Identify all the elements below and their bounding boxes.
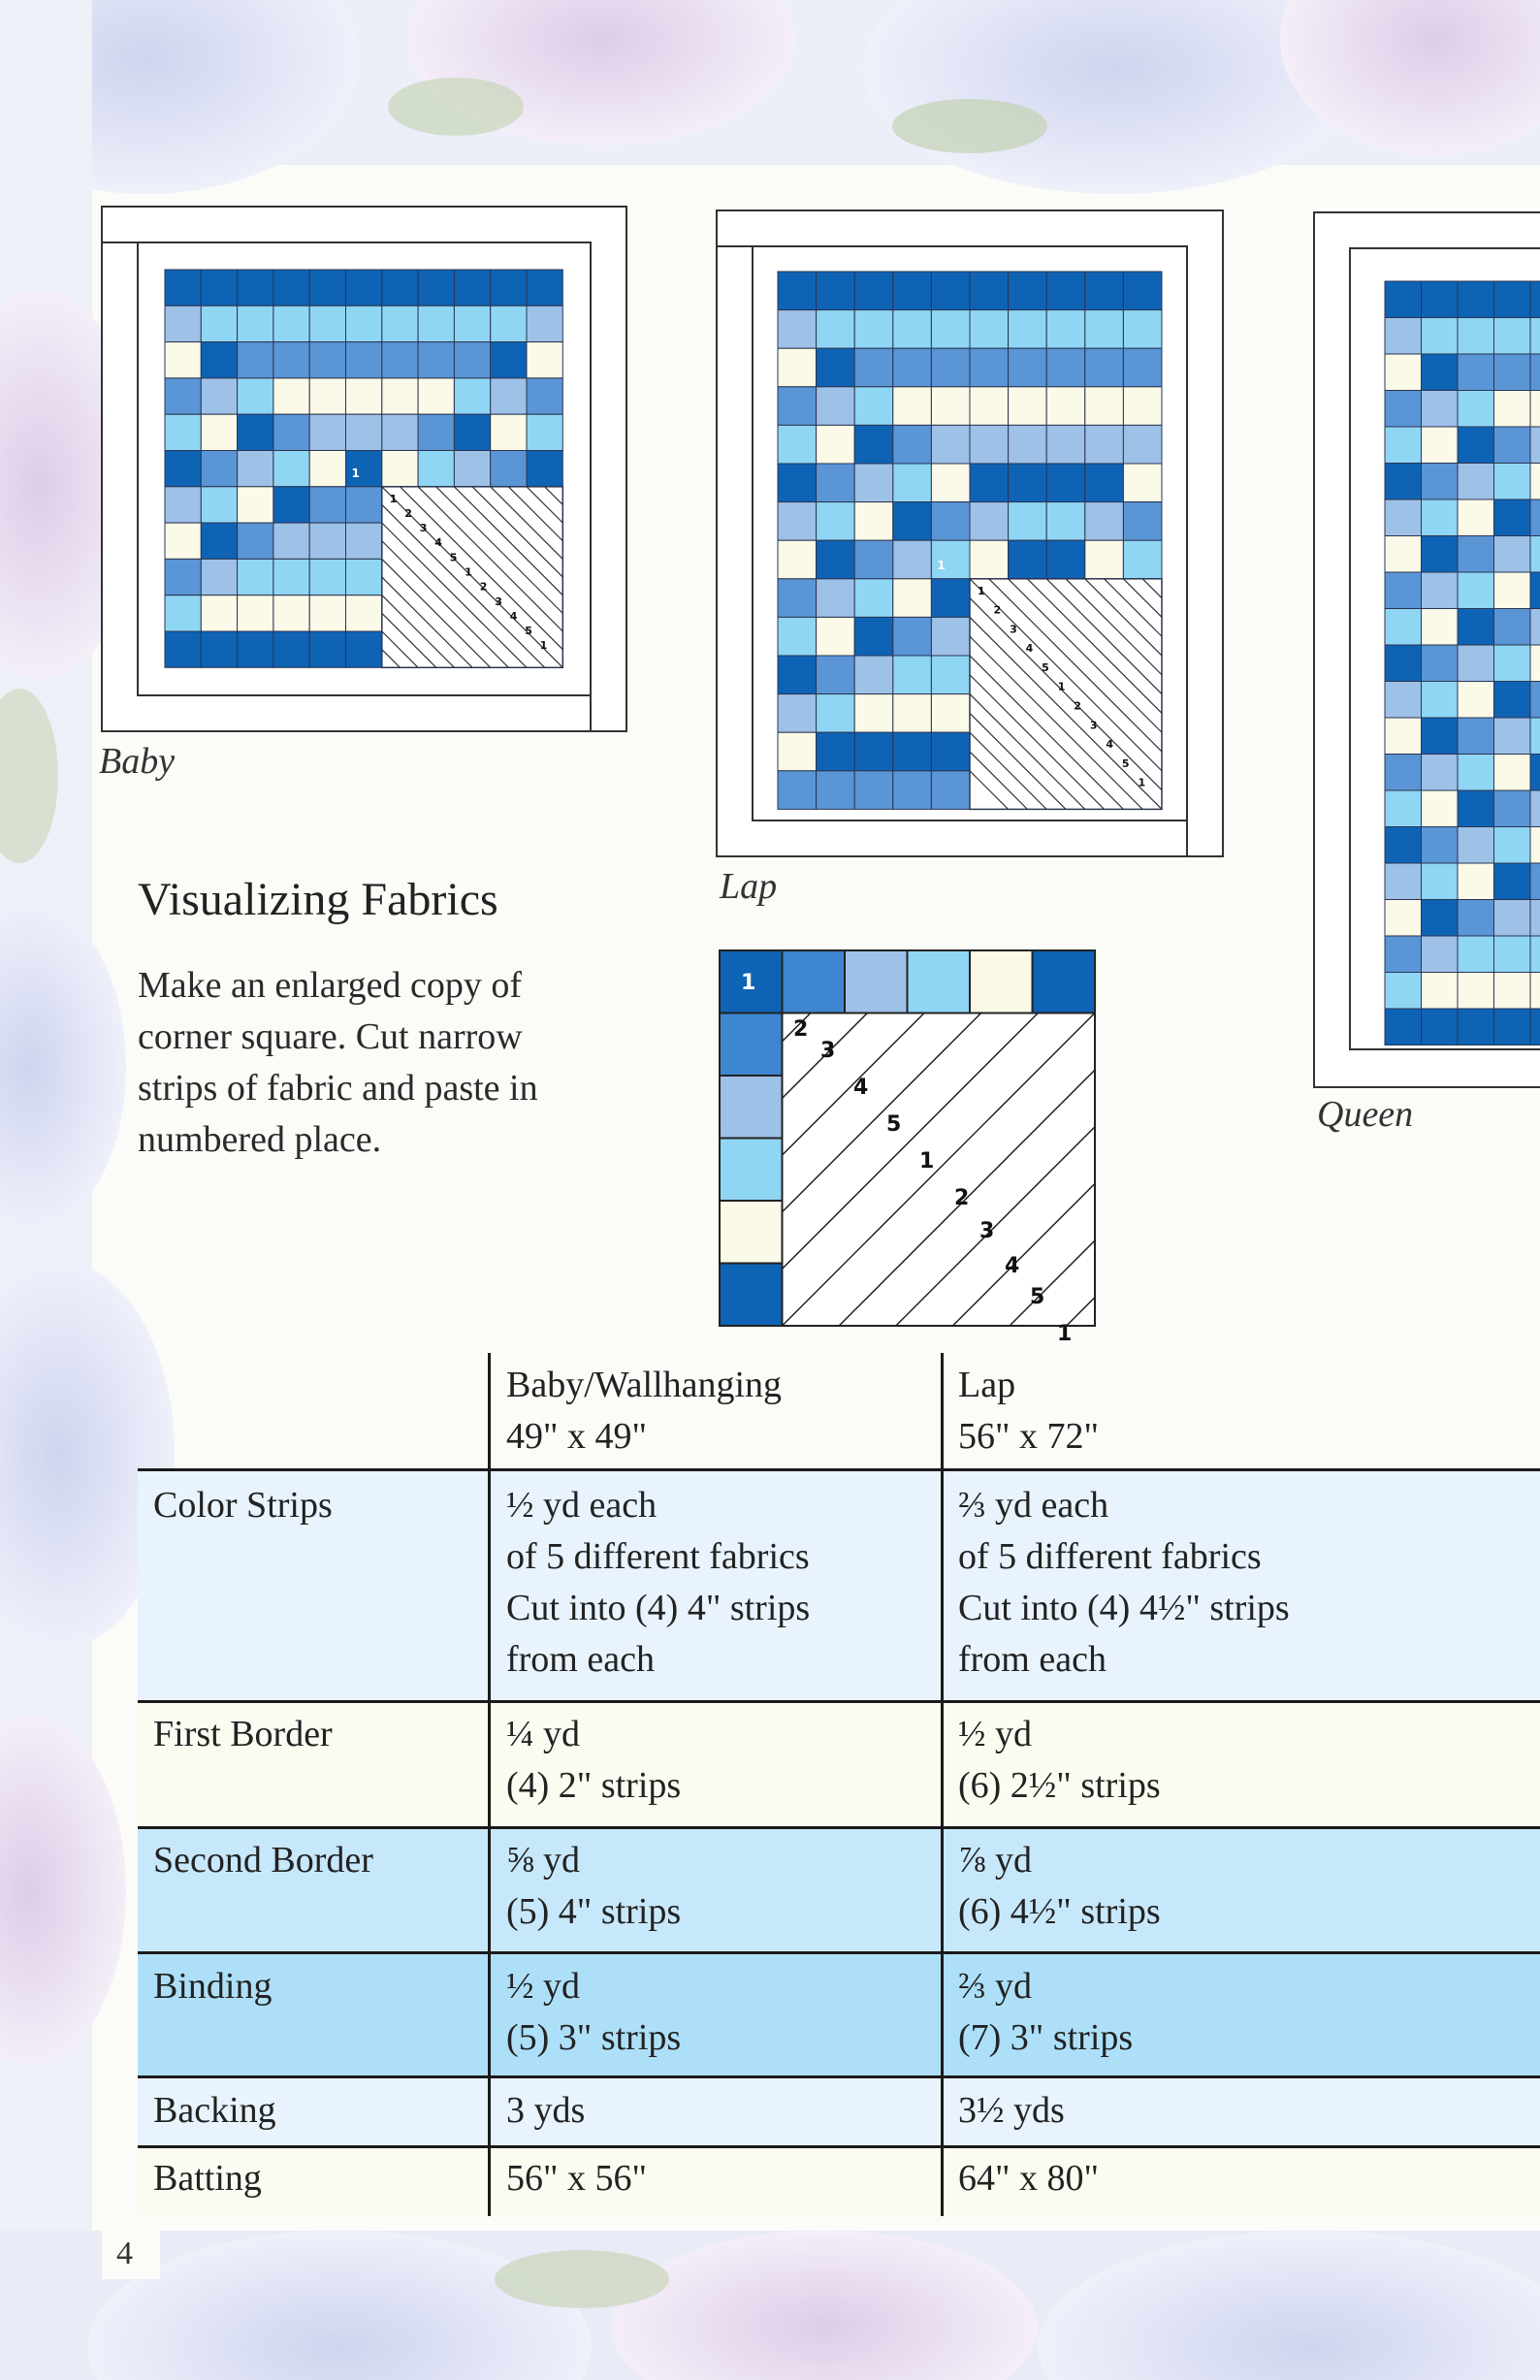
strip-number: 1 [1138, 776, 1146, 789]
cell-value: (6) 4½" strips [958, 1891, 1161, 1932]
corner-strip-number: 2 [954, 1186, 970, 1210]
lap-quilt-caption: Lap [720, 866, 778, 907]
table-rule [138, 1468, 1540, 1471]
col-header-lap: Lap [958, 1365, 1016, 1405]
table-column-rule [488, 1353, 491, 2216]
strip-number: 4 [1025, 642, 1034, 656]
col-size-lap: 56" x 72" [958, 1416, 1100, 1457]
cell-value: Cut into (4) 4" strips [506, 1588, 811, 1628]
cell-value: Cut into (4) 4½" strips [958, 1588, 1290, 1628]
cell-value: 3 yds [506, 2090, 586, 2131]
corner-strip-number: 3 [820, 1039, 836, 1063]
row-label-backing: Backing [153, 2090, 276, 2131]
cell-value: ⅔ yd each [958, 1485, 1109, 1526]
section-body-line: Make an enlarged copy of [138, 965, 523, 1006]
strip-number: 2 [479, 580, 488, 594]
strip-number: 4 [1106, 738, 1114, 752]
row-label-first-border: First Border [153, 1714, 333, 1754]
page-number: 4 [116, 2235, 133, 2271]
section-body-line: corner square. Cut narrow [138, 1016, 523, 1057]
strip-number: 3 [419, 522, 428, 535]
cell-value: of 5 different fabrics [958, 1536, 1262, 1577]
cell-value: ½ yd each [506, 1485, 658, 1526]
section-body-line: strips of fabric and paste in [138, 1068, 538, 1109]
row-bg-color-strips [138, 1470, 1540, 1701]
corner-badge: 1 [351, 466, 360, 480]
row-label-second-border: Second Border [153, 1840, 373, 1881]
strip-number: 3 [495, 595, 502, 608]
table-column-rule [941, 1353, 944, 2216]
strip-number: 3 [1010, 623, 1017, 636]
strip-number: 5 [1121, 756, 1130, 770]
cell-value: (4) 2" strips [506, 1765, 682, 1806]
cell-value: from each [506, 1639, 655, 1680]
strip-number: 3 [1089, 719, 1098, 732]
strip-number: 1 [1057, 680, 1066, 693]
baby-quilt-caption: Baby [99, 741, 176, 782]
col-header-baby: Baby/Wallhanging [506, 1365, 782, 1405]
row-label-batting: Batting [153, 2158, 262, 2199]
strip-number: 1 [978, 584, 985, 597]
table-rule [138, 1826, 1540, 1829]
corner-strip-number: 3 [979, 1219, 995, 1243]
strip-number: 1 [539, 639, 548, 653]
row-label-color-strips: Color Strips [153, 1485, 333, 1526]
cell-value: from each [958, 1639, 1107, 1680]
section-body-line: numbered place. [138, 1119, 382, 1160]
strip-number: 2 [404, 506, 412, 520]
row-bg-backing [138, 2077, 1540, 2147]
table-rule [138, 2075, 1540, 2078]
cell-value: ¼ yd [506, 1714, 580, 1754]
cell-value: 56" x 56" [506, 2158, 648, 2199]
strip-number: 4 [434, 536, 442, 550]
strip-number: 4 [509, 609, 518, 623]
col-size-baby: 49" x 49" [506, 1416, 648, 1457]
corner-strip-number: 5 [1030, 1285, 1045, 1309]
table-rule [138, 1951, 1540, 1954]
cell-value: ½ yd [506, 1966, 580, 2007]
cell-value: ⅞ yd [958, 1840, 1032, 1881]
table-rule [138, 1700, 1540, 1703]
strip-number: 1 [389, 492, 398, 505]
cell-value: (5) 3" strips [506, 2017, 682, 2058]
corner-strip-number: 4 [853, 1076, 869, 1100]
corner-strip-number: 1 [919, 1149, 935, 1174]
cell-value: 64" x 80" [958, 2158, 1100, 2199]
strip-number: 5 [449, 551, 458, 564]
strip-number: 5 [525, 625, 532, 638]
row-bg-first-border [138, 1701, 1540, 1827]
row-label-binding: Binding [153, 1966, 273, 2007]
section-title: Visualizing Fabrics [138, 874, 498, 925]
table-rule [138, 2145, 1540, 2148]
strip-number: 2 [993, 603, 1002, 617]
cell-value: ½ yd [958, 1714, 1032, 1754]
cell-value: of 5 different fabrics [506, 1536, 810, 1577]
cell-value: ⅝ yd [506, 1840, 580, 1881]
corner-strip-number: 2 [793, 1017, 809, 1042]
cell-value: (6) 2½" strips [958, 1765, 1161, 1806]
strip-number: 1 [465, 565, 472, 579]
strip-number: 2 [1074, 699, 1081, 713]
corner-strip-number: 5 [886, 1112, 902, 1137]
corner-badge: 1 [937, 558, 946, 572]
queen-quilt-caption: Queen [1317, 1094, 1414, 1135]
row-bg-batting [138, 2147, 1540, 2215]
corner-strip-number: 4 [1005, 1254, 1020, 1278]
corner-strip-number: 1 [1057, 1322, 1073, 1346]
row-bg-binding [138, 1953, 1540, 2077]
strip-number: 5 [1042, 660, 1049, 674]
corner-badge: 1 [741, 971, 756, 995]
cell-value: 3½ yds [958, 2090, 1065, 2131]
cell-value: (5) 4" strips [506, 1891, 682, 1932]
cell-value: (7) 3" strips [958, 2017, 1134, 2058]
cell-value: ⅔ yd [958, 1966, 1032, 2007]
